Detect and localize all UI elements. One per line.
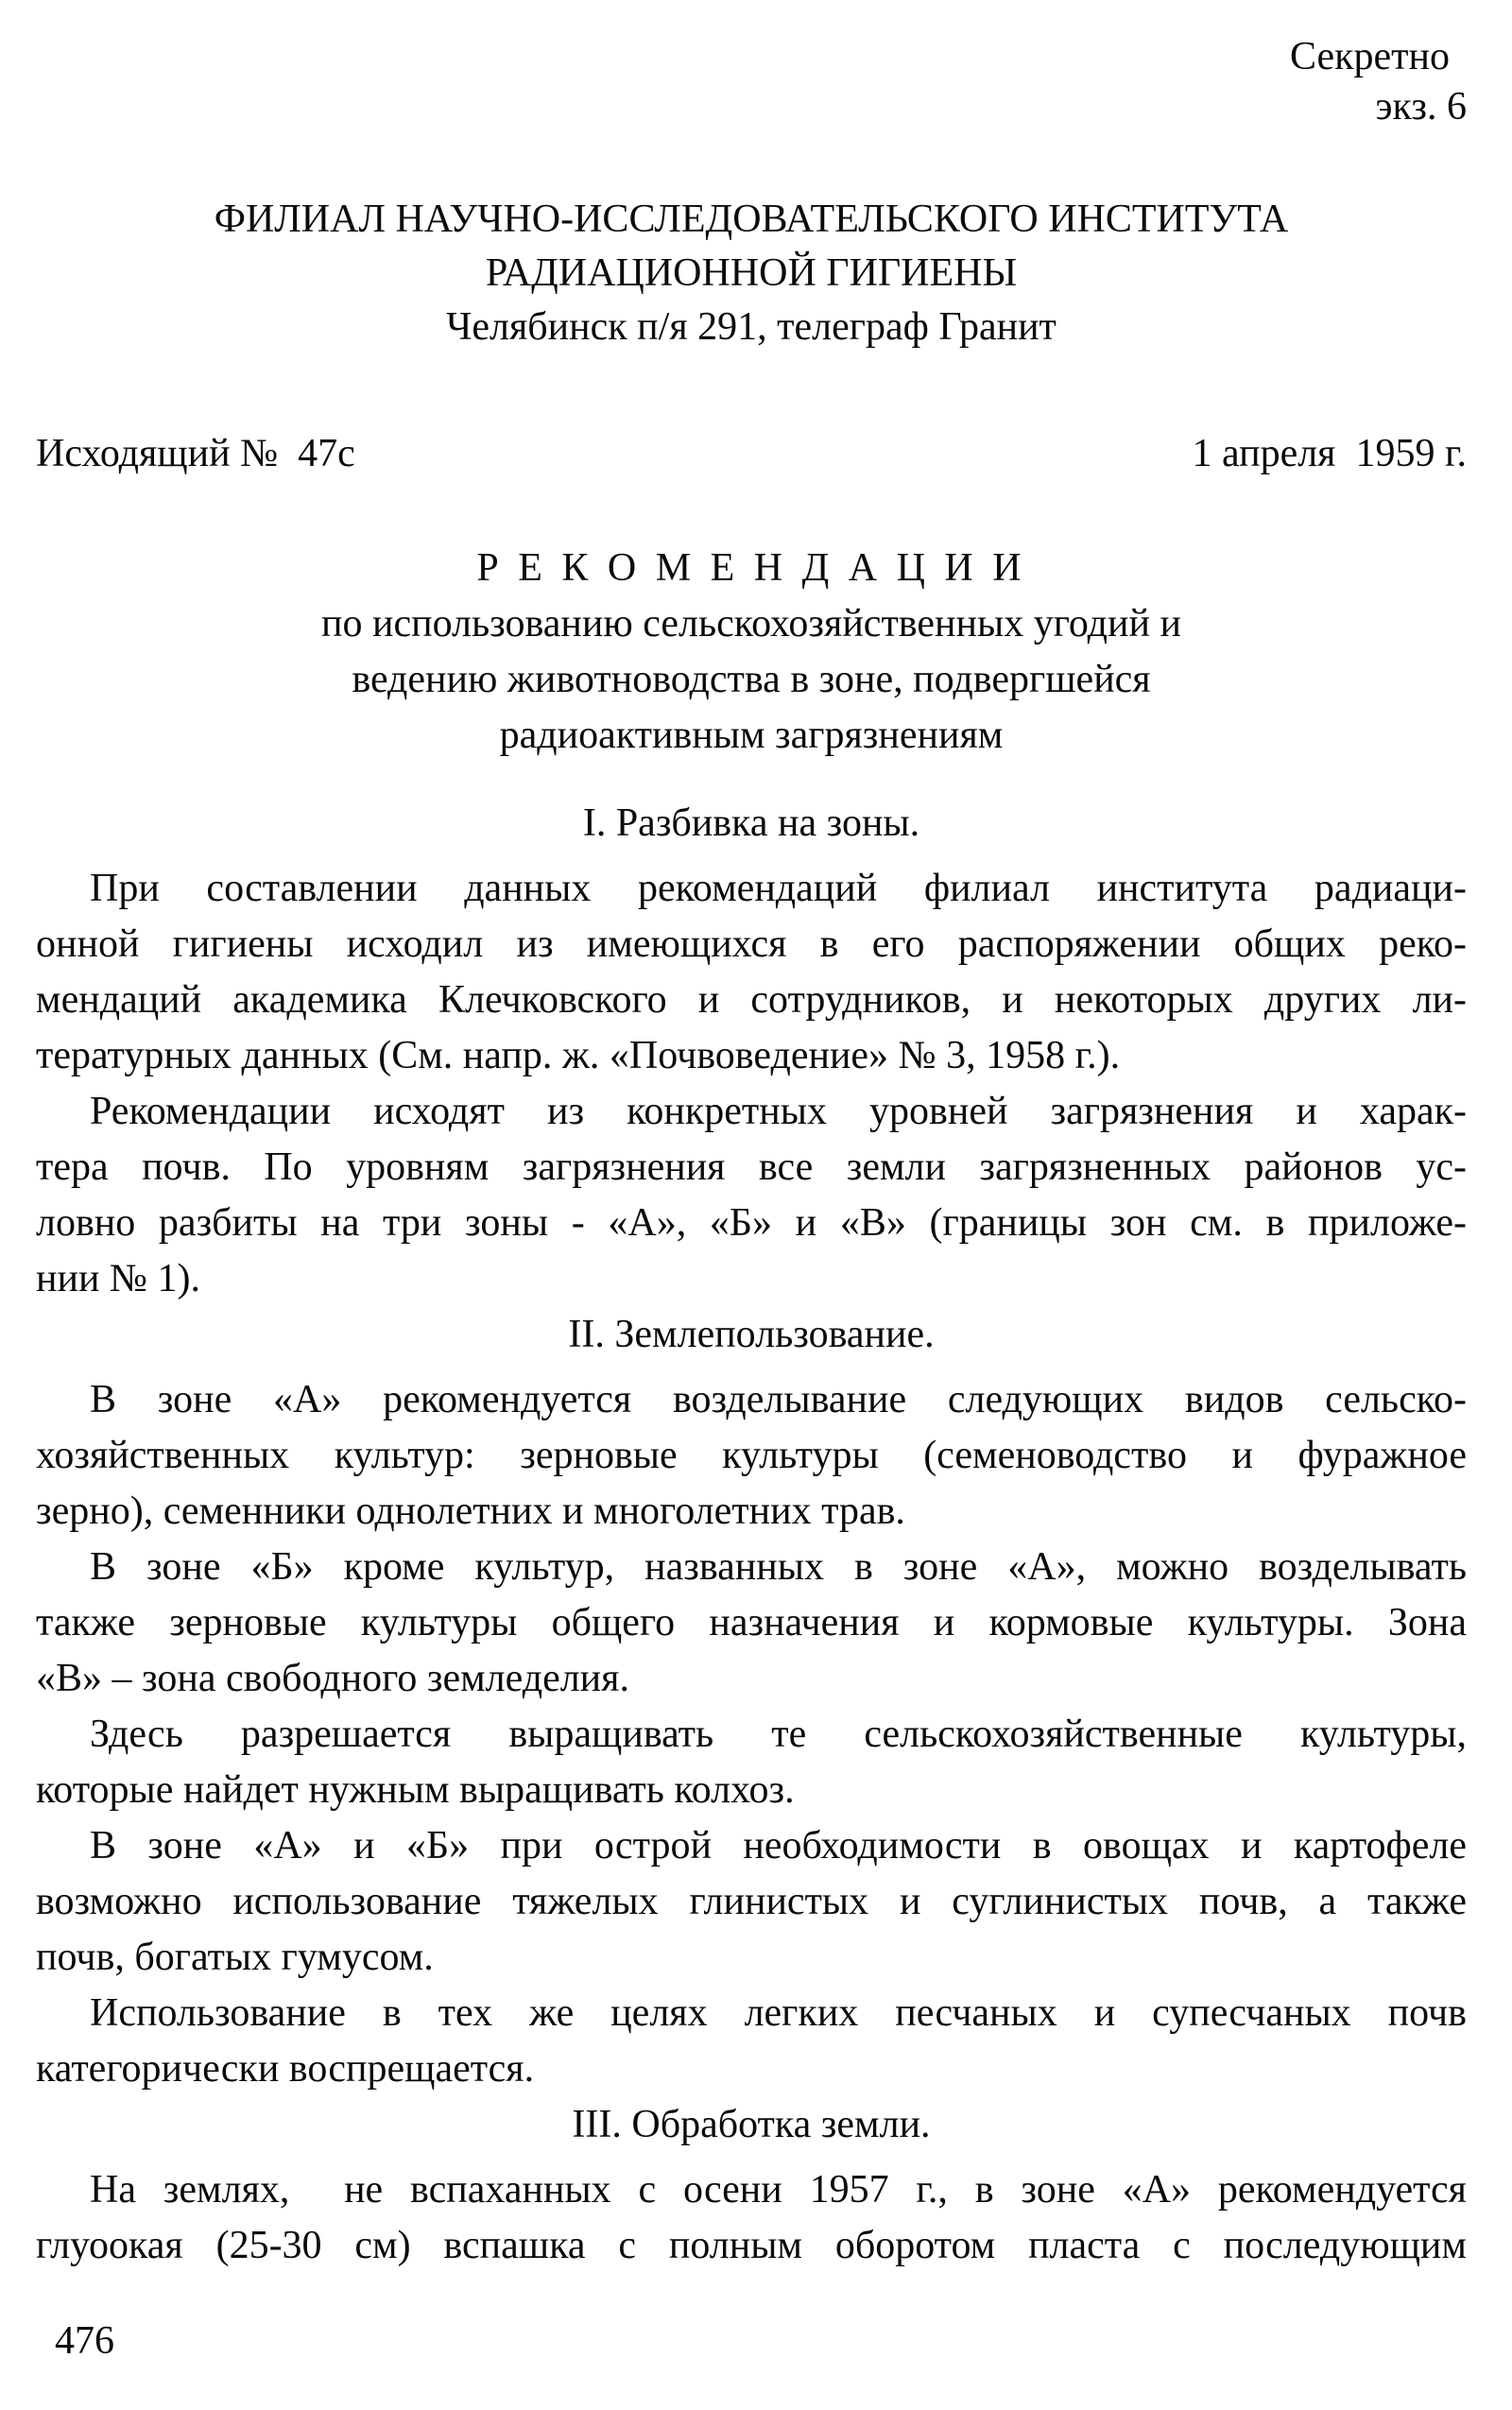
- subtitle-line: радиоактивным загрязнениям: [499, 714, 1004, 757]
- document-date: 1 апреля 1959 г.: [1192, 432, 1467, 475]
- text-line: хозяйственных культур: зерновые культуры (семеноводство и фуражное: [36, 1434, 1467, 1477]
- text-line: Использование в тех же целях легких песчаных и супесчаных почв: [90, 1991, 1467, 2035]
- paragraph: [36, 861, 1467, 1084]
- text-line: тера почв. По уровням загрязнения все земли загрязненных районов ус-: [36, 1145, 1467, 1189]
- section-heading: II. Землепользование.: [568, 1313, 935, 1356]
- document-subtitle: [36, 596, 1467, 764]
- text-line: нии № 1).: [36, 1257, 200, 1300]
- text-line: тературных данных (См. напр. ж. «Почвоведение» № 3, 1958 г.).: [36, 1034, 1121, 1077]
- document-content: [36, 0, 1467, 2274]
- classification-block: [36, 0, 1467, 132]
- copy-number: экз. 6: [1375, 85, 1467, 129]
- text-line: онной гигиены исходил из имеющихся в его распоряжении общих реко-: [36, 922, 1467, 966]
- document-body: [36, 796, 1467, 2274]
- text-line: почв, богатых гумусом.: [36, 1936, 434, 1979]
- document-title: Р Е К О М Е Н Д А Ц И И: [476, 546, 1026, 590]
- paragraph: [36, 2162, 1467, 2274]
- reference-line: [36, 426, 1467, 482]
- classification-label: Секретно: [1289, 35, 1450, 78]
- letterhead: [36, 193, 1467, 354]
- text-line: зерно), семенники однолетних и многолетних трав.: [36, 1489, 905, 1533]
- paragraph: [36, 1084, 1467, 1307]
- paragraph: [36, 1540, 1467, 1707]
- org-name-line-1: ФИЛИАЛ НАУЧНО-ИССЛЕДОВАТЕЛЬСКОГО ИНСТИТУТА: [214, 198, 1289, 241]
- text-line: На землях, не вспаханных с осени 1957 г., в зоне «А» рекомендуется: [90, 2168, 1467, 2212]
- text-line: категорически воспрещается.: [36, 2047, 535, 2091]
- text-line: также зерновые культуры общего назначения и кормовые культуры. Зона: [36, 1601, 1467, 1644]
- text-line: «В» – зона свободного земледелия.: [36, 1657, 629, 1700]
- section-heading: I. Разбивка на зоны.: [582, 801, 920, 845]
- page-number: 476: [55, 2319, 114, 2363]
- paragraph: [36, 1818, 1467, 1986]
- text-line: В зоне «А» рекомендуется возделывание следующих видов сельско-: [90, 1378, 1467, 1421]
- outgoing-number: Исходящий № 47с: [36, 432, 355, 475]
- org-address-line: Челябинск п/я 291, телеграф Гранит: [446, 305, 1057, 349]
- text-line: Рекомендации исходят из конкретных уровней загрязнения и харак-: [90, 1090, 1467, 1133]
- text-line: мендаций академика Клечковского и сотрудников, и некоторых других ли-: [36, 978, 1467, 1022]
- text-line: глуоокая (25-30 см) вспашка с полным оборотом пласта с последующим: [36, 2224, 1467, 2267]
- subtitle-line: ведению животноводства в зоне, подвергшейся: [352, 658, 1151, 701]
- paragraph: [36, 1372, 1467, 1540]
- text-line: В зоне «А» и «Б» при острой необходимости в овощах и картофеле: [90, 1824, 1467, 1868]
- text-line: В зоне «Б» кроме культур, названных в зоне «А», можно возделывать: [90, 1545, 1467, 1589]
- paragraph: [36, 1986, 1467, 2097]
- text-line: ловно разбиты на три зоны - «А», «Б» и «В» (границы зон см. в приложе-: [36, 1201, 1467, 1245]
- subtitle-line: по использованию сельскохозяйственных угодий и: [321, 602, 1181, 646]
- text-line: При составлении данных рекомендаций филиал института радиаци-: [90, 867, 1467, 910]
- org-name-line-2: РАДИАЦИОННОЙ ГИГИЕНЫ: [485, 251, 1018, 295]
- paragraph: [36, 1707, 1467, 1818]
- text-line: возможно использование тяжелых глинистых и суглинистых почв, а также: [36, 1880, 1467, 1923]
- text-line: которые найдет нужным выращивать колхоз.: [36, 1768, 795, 1812]
- section-heading: III. Обработка земли.: [572, 2103, 931, 2146]
- text-line: Здесь разрешается выращивать те сельскохозяйственные культуры,: [90, 1713, 1467, 1756]
